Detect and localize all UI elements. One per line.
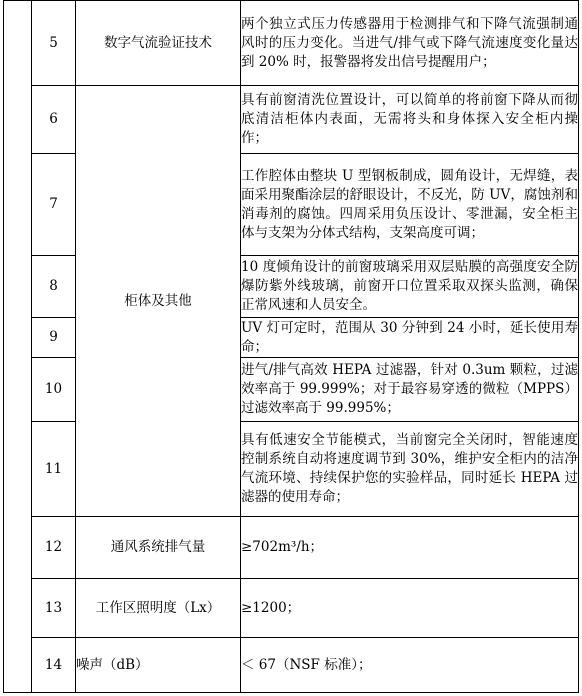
- left-gutter-cell: [4, 1, 32, 693]
- table-row: [4, 86, 579, 154]
- row-description: ＜ 67（NSF 标准）；: [241, 638, 579, 693]
- table-row: [4, 638, 579, 693]
- row-number: 8: [32, 256, 76, 318]
- row-description: 进气/排气高效 HEPA 过滤器，针对 0.3um 颗粒，过滤效率高于 99.999%；对于最容易穿透的微粒（MPPS）过滤效率高于 99.995%；: [241, 358, 579, 422]
- row-description: 两个独立式压力传感器用于检测排气和下降气流强制通风时的压力变化。当进气/排气或下降气流速度变化量达到 20% 时，报警器将发出信号提醒用户；: [241, 1, 579, 86]
- row-number: 7: [32, 154, 76, 256]
- row-description: UV 灯可定时，范围从 30 分钟到 24 小时，延长使用寿命；: [241, 318, 579, 358]
- row-number: 5: [32, 1, 76, 86]
- row-number: 10: [32, 358, 76, 422]
- row-number: 9: [32, 318, 76, 358]
- row-description: ≥1200；: [241, 579, 579, 638]
- row-category: 噪声（dB）: [76, 638, 241, 693]
- row-category: 柜体及其他: [76, 86, 241, 517]
- row-category: 通风系统排气量: [76, 517, 241, 579]
- table-row: [4, 517, 579, 579]
- row-category: 工作区照明度（Lx）: [76, 579, 241, 638]
- row-number: 12: [32, 517, 76, 579]
- row-category: 数字气流验证技术: [76, 1, 241, 86]
- table-row: [4, 1, 579, 86]
- row-description: ≥702m³/h；: [241, 517, 579, 579]
- row-number: 14: [32, 638, 76, 693]
- row-number: 13: [32, 579, 76, 638]
- row-description: 10 度倾角设计的前窗玻璃采用双层贴膜的高强度安全防爆防紫外线玻璃，前窗开口位置采取双探头监测，确保正常风速和人员安全。: [241, 256, 579, 318]
- table-row: [4, 579, 579, 638]
- spec-table: [3, 0, 579, 693]
- row-description: 工作腔体由整块 U 型钢板制成，圆角设计，无焊缝，表面采用聚酯涂层的舒眼设计，不反光，防 UV，腐蚀剂和消毒剂的腐蚀。四周采用负压设计、零泄漏，安全柜主体与支架为分体式结构，支架高度可调；: [241, 154, 579, 256]
- row-description: 具有低速安全节能模式，当前窗完全关闭时，智能速度控制系统自动将速度调节到 30%，维护安全柜内的洁净气流环境、持续保护您的实验样品，同时延长 HEPA 过滤器的使用寿命；: [241, 422, 579, 517]
- row-description: 具有前窗清洗位置设计，可以简单的将前窗下降从而彻底清洁柜体内表面，无需将头和身体探入安全柜内操作；: [241, 86, 579, 154]
- row-number: 11: [32, 422, 76, 517]
- row-number: 6: [32, 86, 76, 154]
